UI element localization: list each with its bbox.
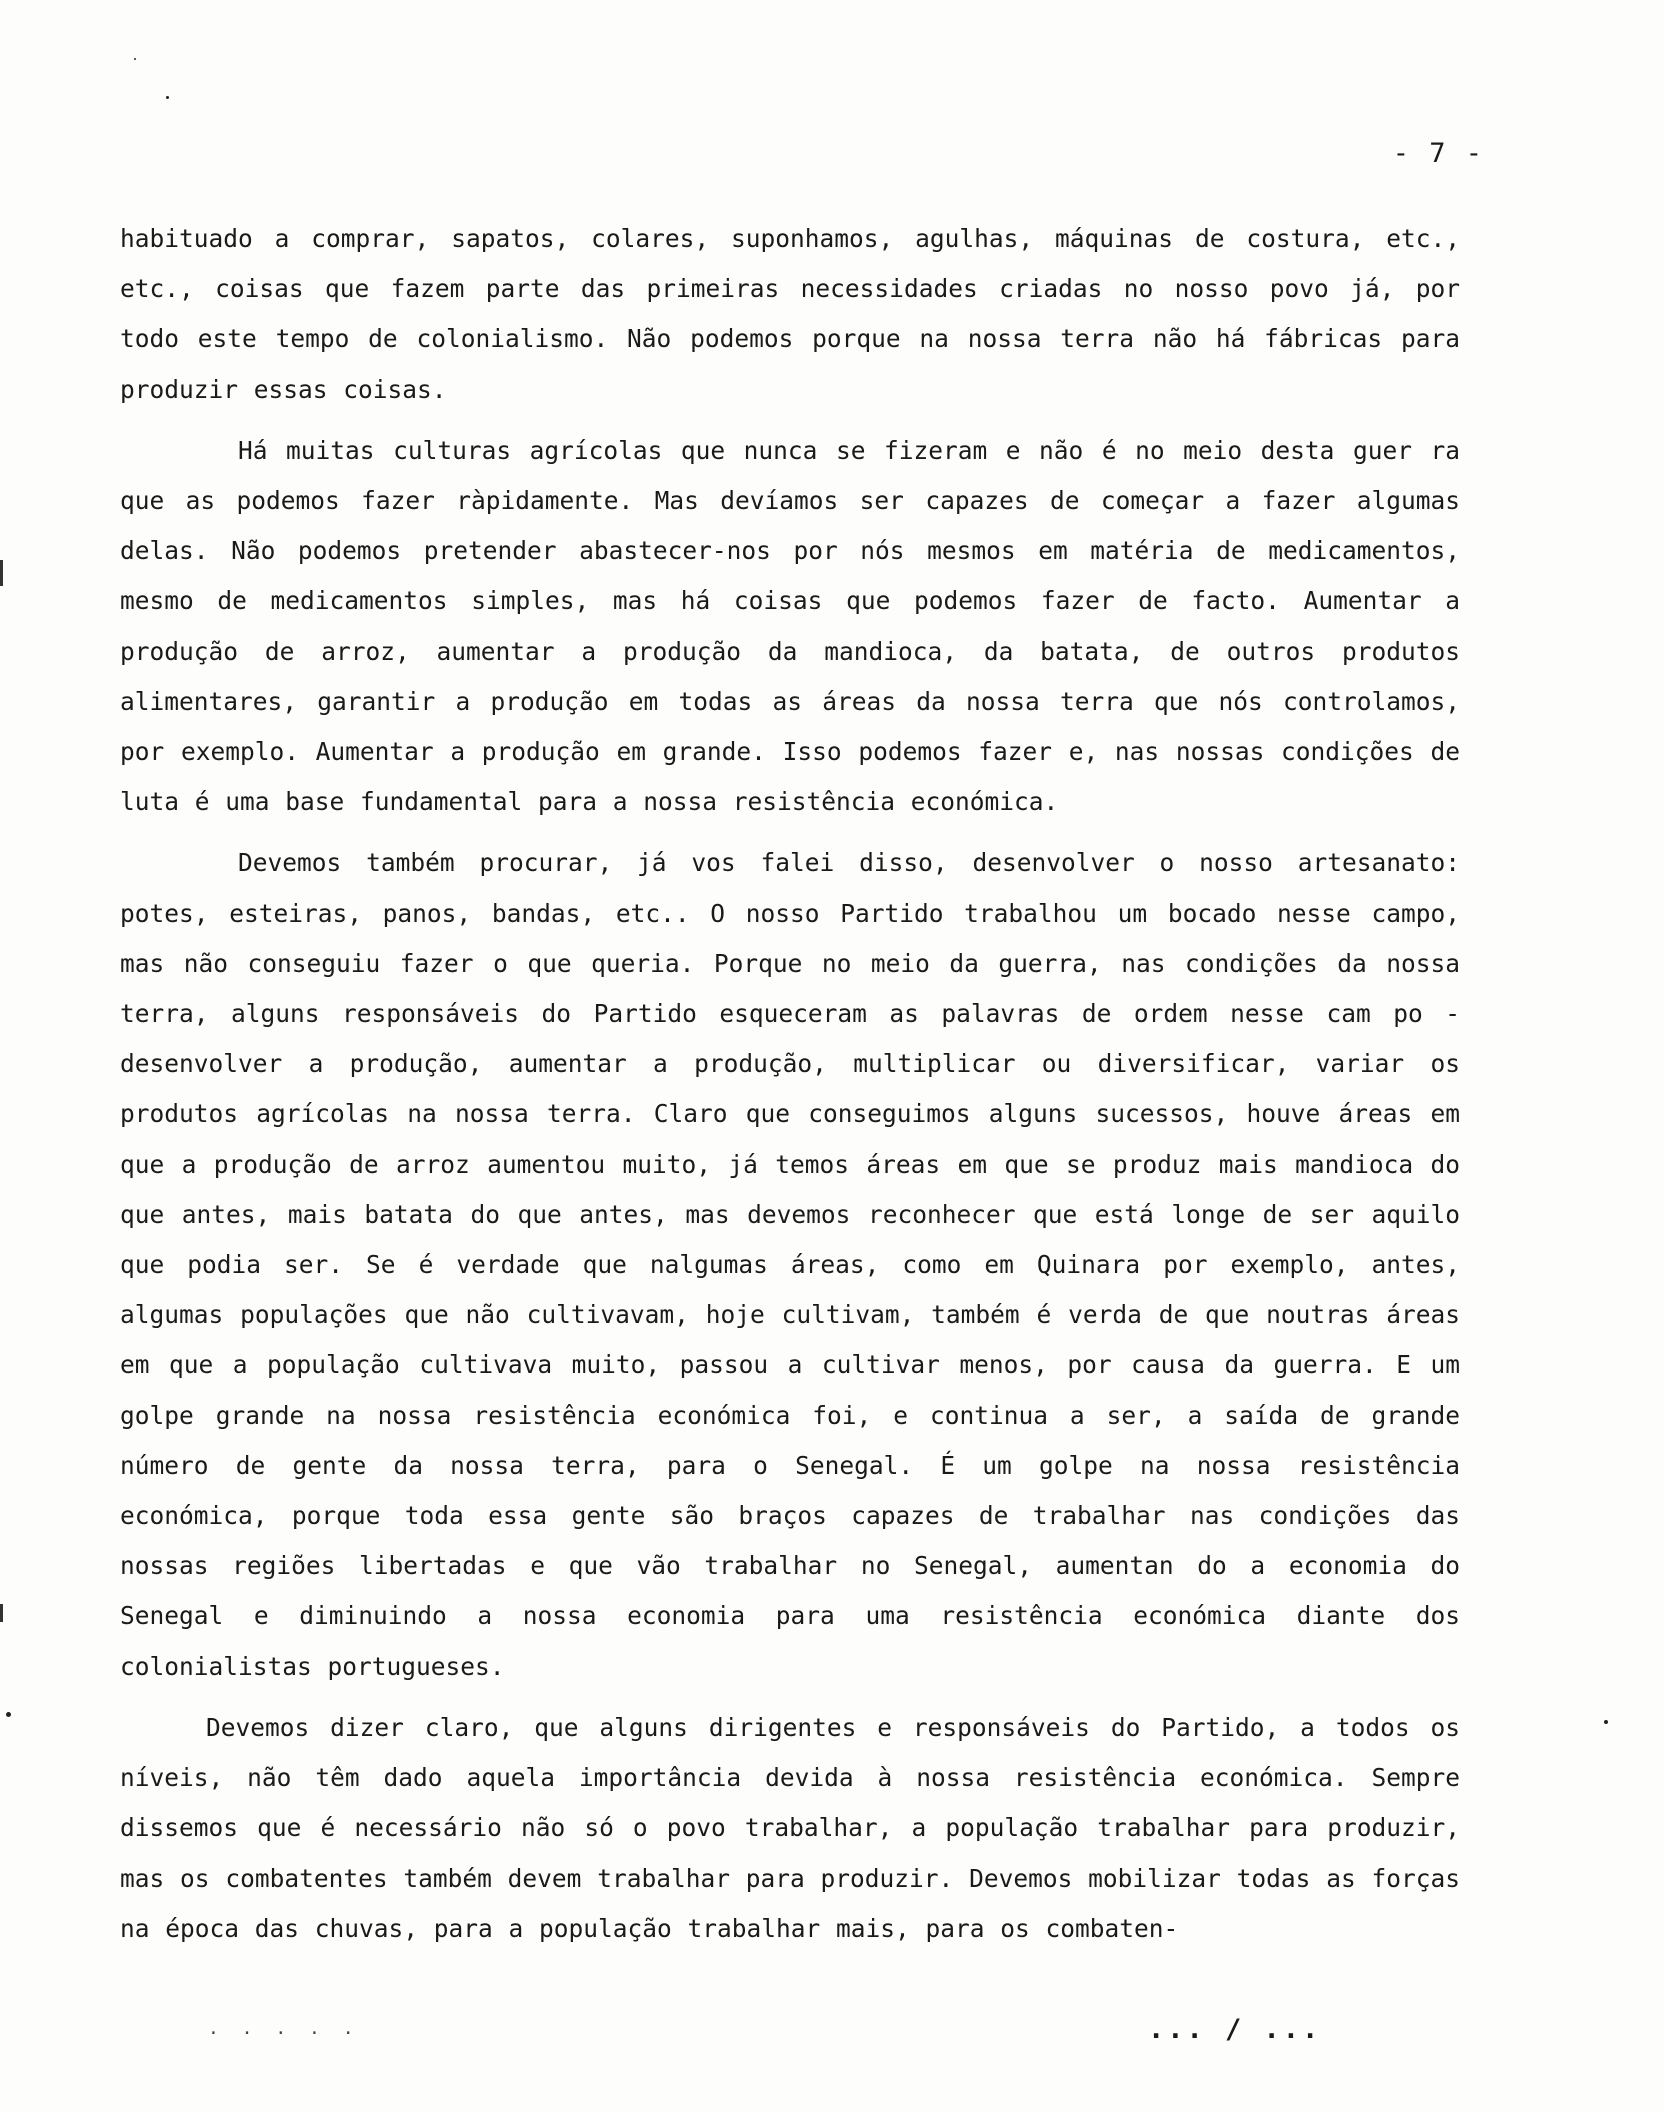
- paragraph-1: habituado a comprar, sapatos, colares, suponhamos, agulhas, máquinas de costura, etc., etc., coisas que fazem parte das primeiras necessidades criadas no nosso povo já, por todo este tempo de colonialismo. Não podemos porque na nossa terra não há fábricas para produzir essas coisas.: [120, 224, 1460, 404]
- scan-speck: [1604, 1720, 1608, 1724]
- scan-speck: [6, 1712, 11, 1717]
- scan-speck: [166, 96, 169, 99]
- scan-speck: [134, 58, 136, 60]
- scan-edge-mark: [0, 560, 3, 586]
- body-text: [120, 214, 1460, 1954]
- footer-dots: . . . . .: [208, 2018, 360, 2039]
- page-number: - 7 -: [1392, 138, 1484, 169]
- paragraph-2: Há muitas culturas agrícolas que nunca se fizeram e não é no meio desta guer ra que as podemos fazer ràpidamente. Mas devíamos ser capazes de começar a fazer algumas delas. Não podemos pretender abastecer-nos por nós mesmos em matéria de medicamentos, mesmo de medicamentos simples, mas há coisas que podemos fazer de facto. Aumentar a produção de arroz, aumentar a produção da mandioca, da batata, de outros produtos alimentares, garantir a produção em todas as áreas da nossa terra que nós controlamos, por exemplo. Aumentar a produção em grande. Isso podemos fazer e, nas nossas condições de luta é uma base fundamental para a nossa resistência económica.: [120, 435, 1460, 817]
- paragraph-4: Devemos dizer claro, que alguns dirigentes e responsáveis do Partido, a todos os níveis, não têm dado aquela importância devida à nossa resistência económica. Sempre dissemos que é necessário não só o povo trabalhar, a população trabalhar para produzir, mas os combatentes também devem trabalhar para produzir. Devemos mobilizar todas as forças na época das chuvas, para a população trabalhar mais, para os combaten-: [120, 1712, 1460, 1943]
- continuation-mark: ... / ...: [1148, 2014, 1322, 2045]
- paragraph-3: Devemos também procurar, já vos falei disso, desenvolver o nosso artesanato: potes, esteiras, panos, bandas, etc.. O nosso Partido trabalhou um bocado nesse campo, mas não conseguiu fazer o que queria. Porque no meio da guerra, nas condições da nossa terra, alguns responsáveis do Partido esqueceram as palavras de ordem nesse cam po - desenvolver a produção, aumentar a produção, multiplicar ou diversificar, variar os produtos agrícolas na nossa terra. Claro que conseguimos alguns sucessos, houve áreas em que a produção de arroz aumentou muito, já temos áreas em que se produz mais mandioca do que antes, mais batata do que antes, mas devemos reconhecer que está longe de ser aquilo que podia ser. Se é verdade que nalgumas áreas, como em Quinara por exemplo, antes, algumas populações que não cultivavam, hoje cultivam, também é verda de que noutras áreas em que a população cultivava muito, passou a cultivar menos, por causa da guerra. E um golpe grande na nossa resistência económica foi, e continua a ser, a saída de grande número de gente da nossa terra, para o Senegal. É um golpe na nossa resistência económica, porque toda essa gente são braços capazes de trabalhar nas condições das nossas regiões libertadas e que vão trabalhar no Senegal, aumentan do a economia do Senegal e diminuindo a nossa economia para uma resistência económica diante dos colonialistas portugueses.: [120, 848, 1460, 1681]
- scan-edge-mark: [0, 1604, 3, 1622]
